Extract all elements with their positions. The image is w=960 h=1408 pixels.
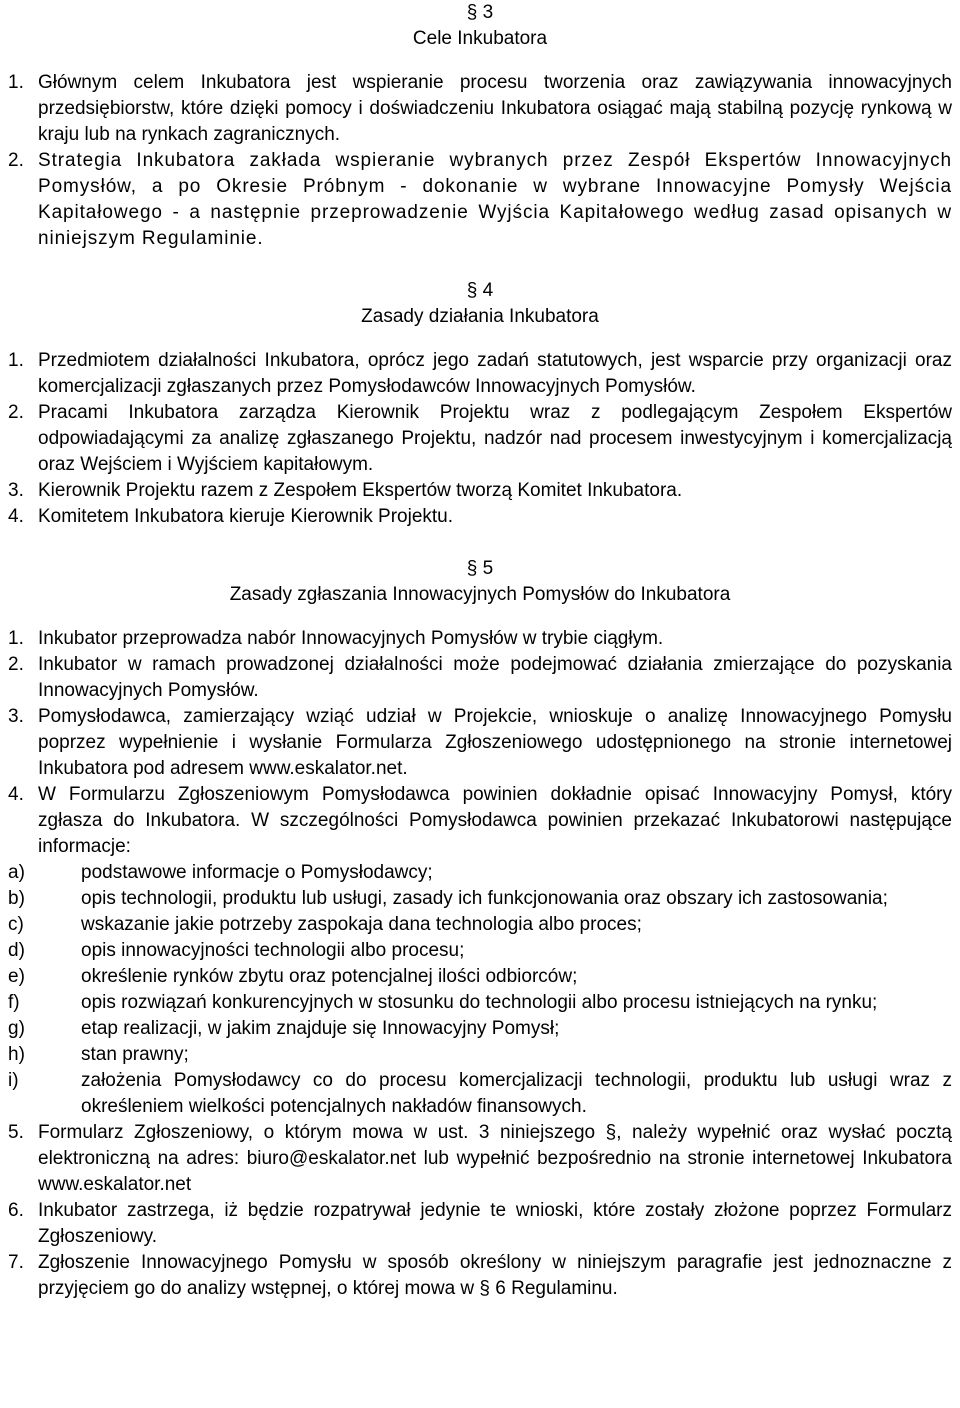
item-number: 1. <box>8 72 24 93</box>
item-text: Inkubator przeprowadza nabór Innowacyjnych Pomysłów w trybie ciągłym. <box>38 628 664 649</box>
sub-item-letter: h) <box>8 1044 25 1065</box>
section-heading-number <box>8 0 952 26</box>
list-item <box>8 504 952 530</box>
sub-item-text: opis technologii, produktu lub usługi, zasady ich funkcjonowania oraz obszary ich zastosowania; <box>81 888 888 909</box>
sub-item-text: opis rozwiązań konkurencyjnych w stosunku do technologii albo procesu istniejących na rynku; <box>81 992 878 1013</box>
sub-list-item <box>8 860 952 886</box>
sub-item-text: założenia Pomysłodawcy co do procesu komercjalizacji technologii, produktu lub usługi wraz z określeniem wielkości potencjalnych nakładów finansowych. <box>81 1070 952 1117</box>
item-text: Pomysłodawca, zamierzający wziąć udział w Projekcie, wnioskuje o analizę Innowacyjnego Pomysłu poprzez wypełnienie i wysłanie Formularza Zgłoszeniowego udostępnionego na stronie internetowej Inkubatora pod adresem www.eskalator.net. <box>38 706 952 779</box>
item-number: 2. <box>8 150 24 171</box>
item-text: Kierownik Projektu razem z Zespołem Ekspertów tworzą Komitet Inkubatora. <box>38 480 683 501</box>
item-number: 4. <box>8 506 24 527</box>
list-item <box>8 652 952 704</box>
section-title: Zasady zgłaszania Innowacyjnych Pomysłów do Inkubatora <box>229 584 731 605</box>
sub-item-letter: e) <box>8 966 25 987</box>
sub-item-text: etap realizacji, w jakim znajduje się Innowacyjny Pomysł; <box>81 1018 560 1039</box>
item-text: Przedmiotem działalności Inkubatora, oprócz jego zadań statutowych, jest wsparcie przy organizacji oraz komercjalizacji zgłaszanych przez Pomysłodawców Innowacyjnych Pomysłów. <box>38 350 952 397</box>
list-item <box>8 70 952 148</box>
section-list <box>8 626 952 1302</box>
sub-item-text: stan prawny; <box>81 1044 189 1065</box>
section-heading-number <box>8 556 952 582</box>
sub-list-item <box>8 912 952 938</box>
sub-item-letter: f) <box>8 992 20 1013</box>
section-3 <box>8 0 952 252</box>
sub-list-item <box>8 964 952 990</box>
list-item <box>8 704 952 782</box>
section-list <box>8 348 952 530</box>
paragraph-symbol: § <box>466 558 478 579</box>
item-text: Formularz Zgłoszeniowy, o którym mowa w ust. 3 niniejszego §, należy wypełnić oraz wysłać pocztą elektroniczną na adres: biuro@eskalator.net lub wypełnić bezpośrednio na stronie internetowej Inkubatora www.eskalator.net <box>38 1122 952 1195</box>
sub-item-text: wskazanie jakie potrzeby zaspokaja dana technologia albo proces; <box>81 914 642 935</box>
item-number: 6. <box>8 1200 24 1221</box>
list-item <box>8 626 952 652</box>
paragraph-symbol: § <box>466 280 478 301</box>
sub-item-letter: b) <box>8 888 25 909</box>
item-text: Zgłoszenie Innowacyjnego Pomysłu w sposób określony w niniejszym paragrafie jest jednoznaczne z przyjęciem go do analizy wstępnej, o której mowa w § 6 Regulaminu. <box>38 1252 952 1299</box>
sub-list-item <box>8 938 952 964</box>
section-number: 4 <box>482 280 494 301</box>
section-number: 5 <box>482 558 494 579</box>
sub-item-letter: i) <box>8 1070 19 1091</box>
list-item <box>8 478 952 504</box>
item-number: 5. <box>8 1122 24 1143</box>
item-number: 1. <box>8 350 24 371</box>
sub-list-item <box>8 886 952 912</box>
sub-list-item <box>8 1016 952 1042</box>
sub-item-letter: c) <box>8 914 24 935</box>
list-item <box>8 1250 952 1302</box>
item-text: Komitetem Inkubatora kieruje Kierownik Projektu. <box>38 506 454 527</box>
item-number: 2. <box>8 654 24 675</box>
item-number: 4. <box>8 784 24 805</box>
list-item <box>8 1198 952 1250</box>
item-text: Inkubator w ramach prowadzonej działalności może podejmować działania zmierzające do pozyskania Innowacyjnych Pomysłów. <box>38 654 952 701</box>
item-text: Strategia Inkubatora zakłada wspieranie wybranych przez Zespół Ekspertów Innowacyjnych Pomysłów, a po Okresie Próbnym - dokonanie w wybrane Innowacyjne Pomysły Wejścia Kapitałowego - a następnie przeprowadzenie Wyjścia Kapitałowego według zasad opisanych w niniejszym Regulaminie. <box>38 150 952 249</box>
paragraph-symbol: § <box>466 2 478 23</box>
sub-item-text: określenie rynków zbytu oraz potencjalnej ilości odbiorców; <box>81 966 578 987</box>
sub-item-letter: a) <box>8 862 25 883</box>
item-text: W Formularzu Zgłoszeniowym Pomysłodawca powinien dokładnie opisać Innowacyjny Pomysł, który zgłasza do Inkubatora. W szczególności Pomysłodawca powinien przekazać Inkubatorowi następujące informacje: <box>38 784 952 857</box>
section-5 <box>8 556 952 1302</box>
list-item <box>8 782 952 1120</box>
list-item <box>8 348 952 400</box>
item-number: 3. <box>8 706 24 727</box>
item-text: Pracami Inkubatora zarządza Kierownik Projektu wraz z podlegającym Zespołem Ekspertów odpowiadającymi za analizę zgłaszanego Projektu, nadzór nad procesem inwestycyjnym i komercjalizacją oraz Wejściem i Wyjściem kapitałowym. <box>38 402 952 475</box>
list-item <box>8 1120 952 1198</box>
sub-list-item <box>8 1042 952 1068</box>
sub-list-item <box>8 990 952 1016</box>
sub-item-text: opis innowacyjności technologii albo procesu; <box>81 940 465 961</box>
list-item <box>8 400 952 478</box>
item-number: 2. <box>8 402 24 423</box>
item-number: 7. <box>8 1252 24 1273</box>
sub-item-letter: g) <box>8 1018 25 1039</box>
list-item <box>8 148 952 252</box>
sub-item-letter: d) <box>8 940 25 961</box>
item-text: Inkubator zastrzega, iż będzie rozpatrywał jedynie te wnioski, które zostały złożone poprzez Formularz Zgłoszeniowy. <box>38 1200 952 1247</box>
sub-list-item <box>8 1068 952 1120</box>
item-text: Głównym celem Inkubatora jest wspieranie procesu tworzenia oraz zawiązywania innowacyjnych przedsiębiorstw, które dzięki pomocy i doświadczeniu Inkubatora osiągać mają stabilną pozycję rynkową w kraju lub na rynkach zagranicznych. <box>38 72 952 145</box>
section-4 <box>8 278 952 530</box>
item-number: 1. <box>8 628 24 649</box>
sub-list <box>8 860 952 1120</box>
sub-item-text: podstawowe informacje o Pomysłodawcy; <box>81 862 433 883</box>
section-number: 3 <box>482 2 494 23</box>
section-title: Zasady działania Inkubatora <box>361 306 599 327</box>
section-list <box>8 70 952 252</box>
section-heading-number <box>8 278 952 304</box>
item-number: 3. <box>8 480 24 501</box>
section-title: Cele Inkubatora <box>412 28 548 49</box>
